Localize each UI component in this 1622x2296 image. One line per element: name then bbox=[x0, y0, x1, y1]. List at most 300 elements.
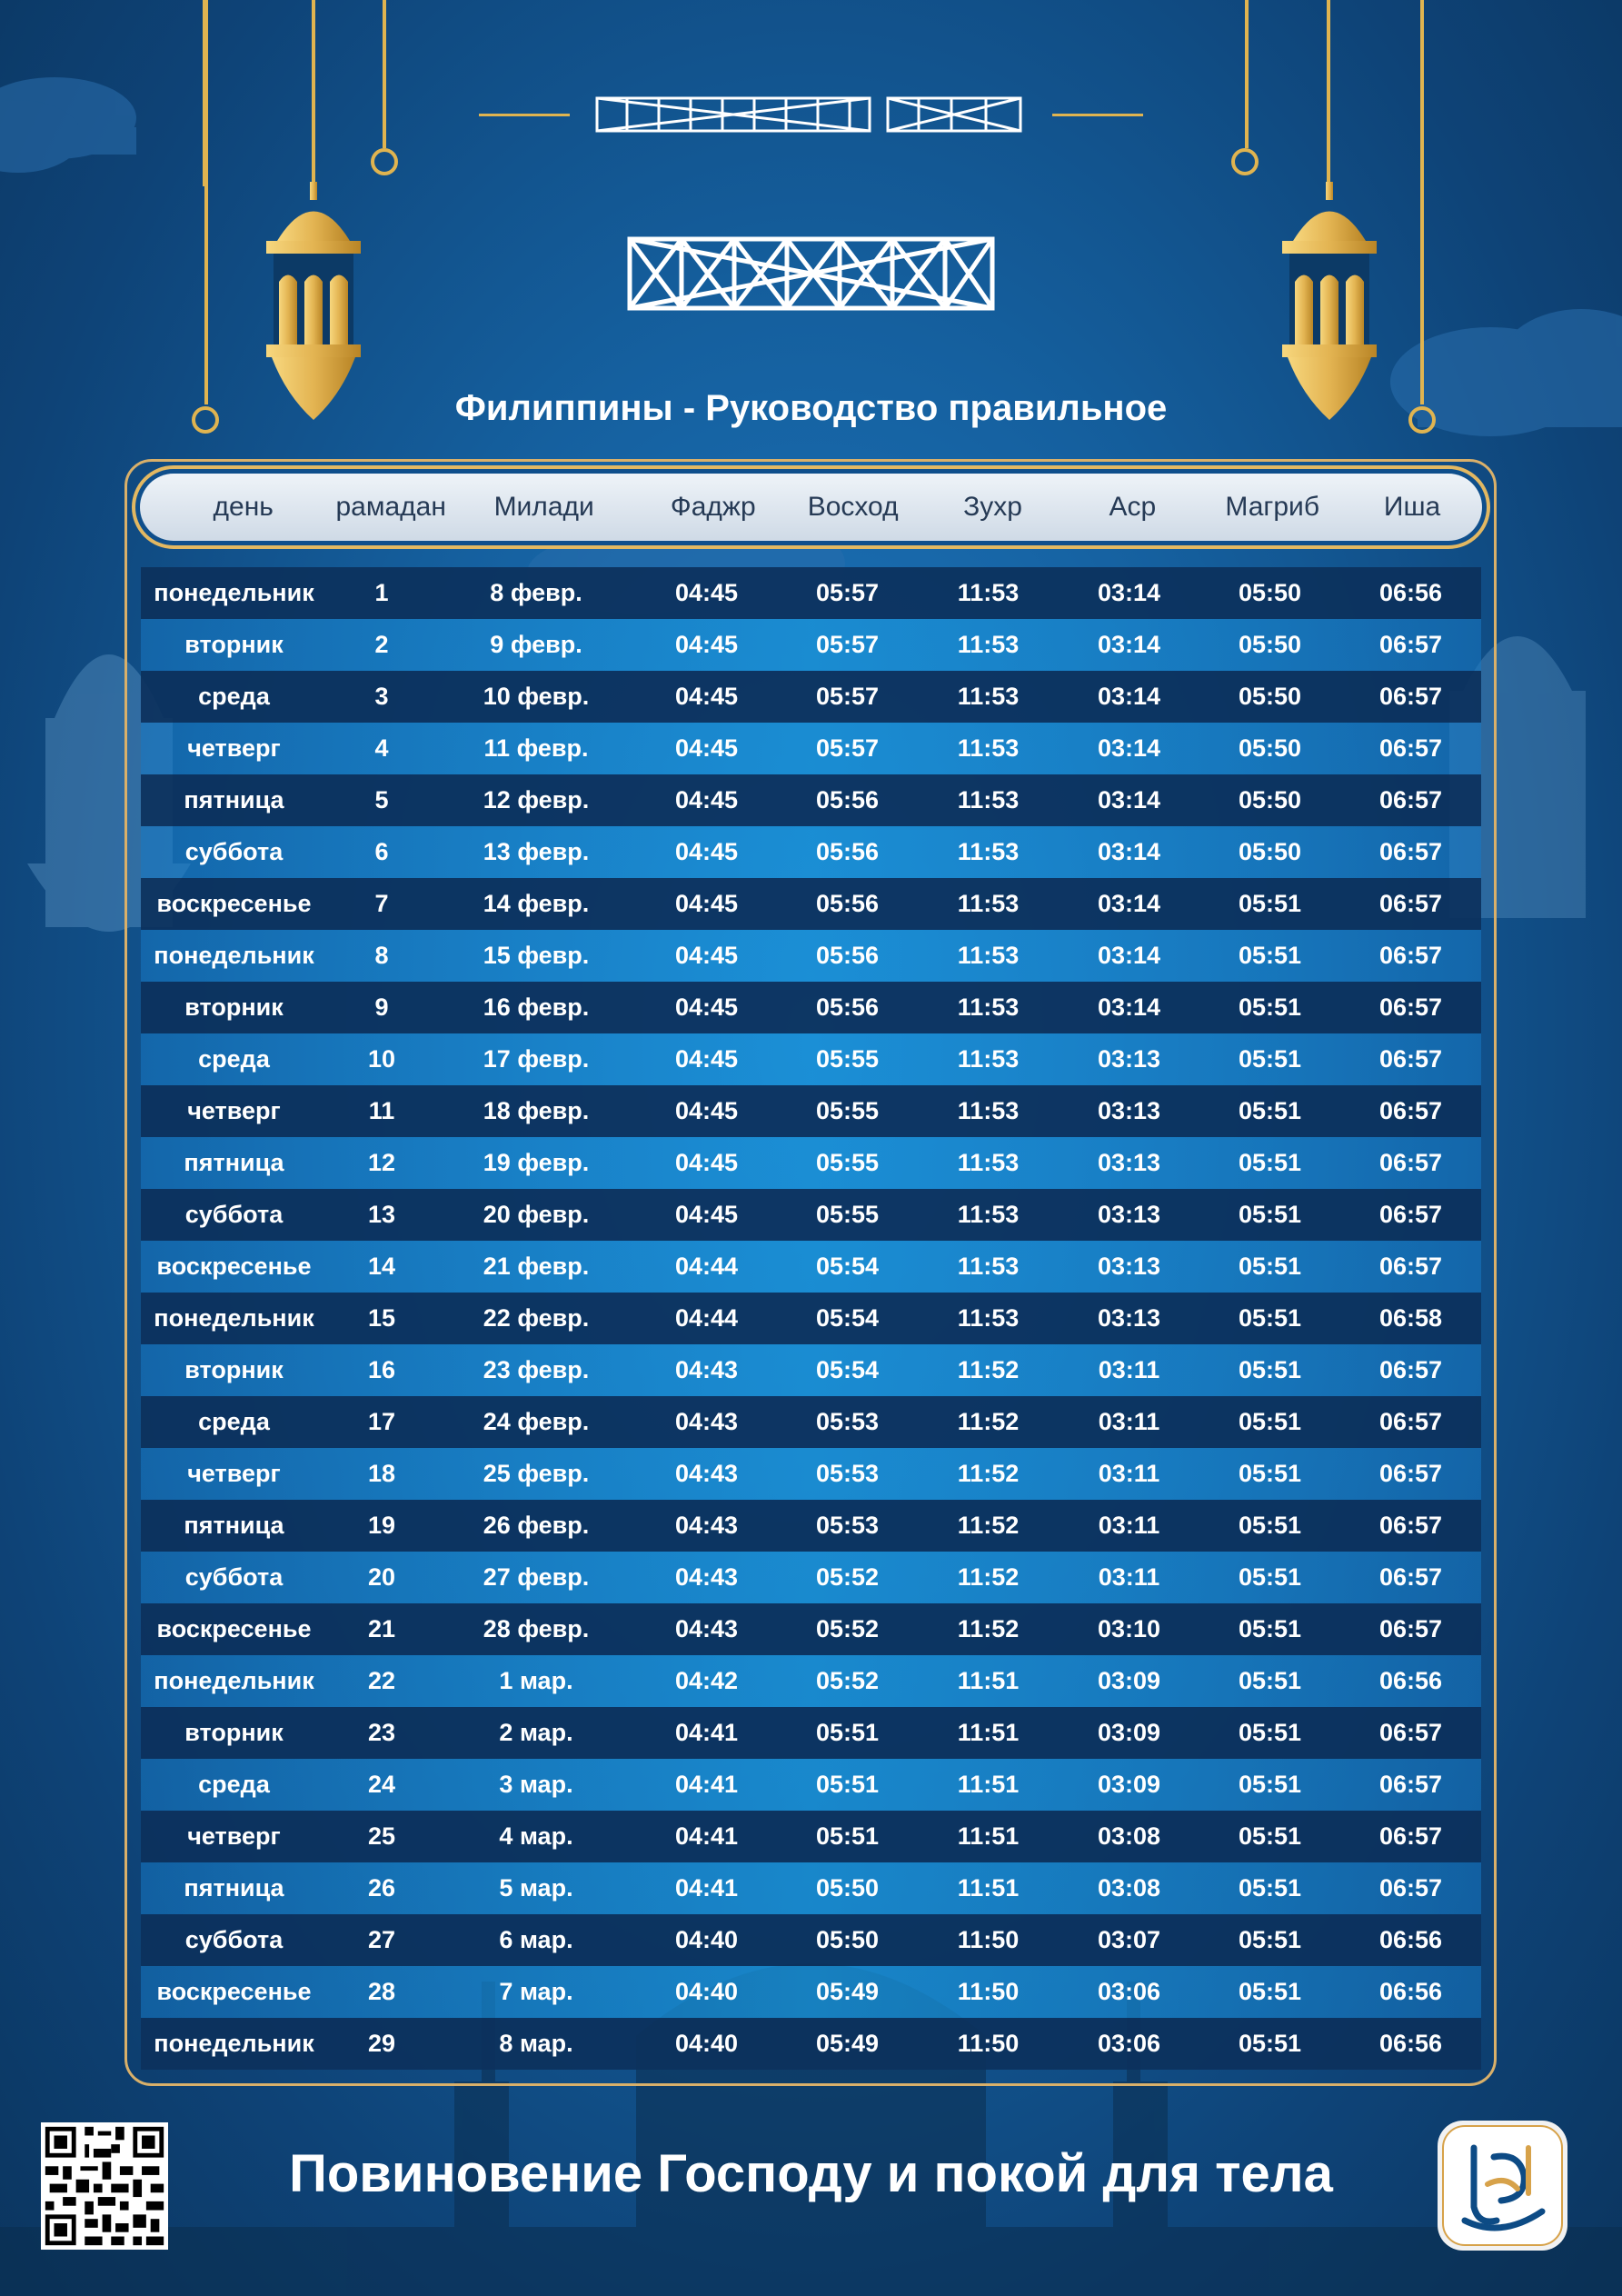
cell-day: четверг bbox=[187, 734, 281, 762]
cell-asr: 03:10 bbox=[1097, 1615, 1161, 1642]
header-miladi: Милади bbox=[493, 492, 594, 522]
cell-asr: 03:13 bbox=[1097, 1253, 1161, 1280]
cell-dhuhr: 11:53 bbox=[957, 579, 1020, 606]
cell-fajr: 04:40 bbox=[674, 1926, 739, 1953]
cell-miladi: 20 февр. bbox=[483, 1201, 590, 1228]
table-row bbox=[141, 1811, 1481, 1862]
cell-fajr: 04:40 bbox=[674, 1978, 739, 2005]
cell-asr: 03:11 bbox=[1098, 1512, 1160, 1539]
cell-sunrise: 05:55 bbox=[815, 1045, 880, 1073]
cell-miladi: 8 февр. bbox=[490, 579, 582, 606]
cell-dhuhr: 11:50 bbox=[957, 1978, 1020, 2005]
cell-sunrise: 05:56 bbox=[815, 890, 880, 917]
cell-dhuhr: 11:53 bbox=[957, 1253, 1020, 1280]
cell-dhuhr: 11:52 bbox=[957, 1512, 1020, 1539]
table-row bbox=[141, 1448, 1481, 1500]
cell-sunrise: 05:56 bbox=[815, 993, 880, 1021]
cell-fajr: 04:45 bbox=[674, 579, 739, 606]
cell-dhuhr: 11:52 bbox=[957, 1460, 1020, 1487]
cell-miladi: 19 февр. bbox=[483, 1149, 590, 1176]
prayer-times-table bbox=[141, 567, 1481, 2070]
cell-ramadan: 11 bbox=[368, 1097, 395, 1124]
cell-dhuhr: 11:52 bbox=[957, 1356, 1020, 1383]
table-row bbox=[141, 1655, 1481, 1707]
cell-maghrib: 05:51 bbox=[1238, 1304, 1302, 1332]
cell-asr: 03:09 bbox=[1097, 1719, 1161, 1746]
cell-day: суббота bbox=[184, 1563, 284, 1591]
table-row bbox=[141, 1914, 1481, 1966]
title-rule-left bbox=[479, 114, 570, 116]
cell-isha: 06:57 bbox=[1378, 1460, 1443, 1487]
cell-miladi: 17 февр. bbox=[483, 1045, 590, 1073]
cell-miladi: 11 февр. bbox=[483, 734, 589, 762]
cell-day: понедельник bbox=[154, 2030, 314, 2057]
cell-fajr: 04:45 bbox=[674, 1097, 739, 1124]
cell-dhuhr: 11:53 bbox=[957, 1097, 1020, 1124]
title-rule-right bbox=[1052, 114, 1143, 116]
table-row bbox=[141, 930, 1481, 982]
cell-fajr: 04:45 bbox=[674, 683, 739, 710]
cell-sunrise: 05:51 bbox=[815, 1719, 880, 1746]
cell-dhuhr: 11:53 bbox=[957, 631, 1020, 658]
header-maghrib: Магриб bbox=[1225, 492, 1320, 522]
cell-ramadan: 17 bbox=[367, 1408, 396, 1435]
cell-day: суббота bbox=[184, 1926, 284, 1953]
cell-isha: 06:57 bbox=[1378, 1356, 1443, 1383]
cell-fajr: 04:45 bbox=[674, 786, 739, 814]
cell-dhuhr: 11:53 bbox=[957, 993, 1020, 1021]
cell-day: пятница bbox=[184, 1149, 284, 1176]
cell-fajr: 04:41 bbox=[674, 1771, 739, 1798]
cell-isha: 06:57 bbox=[1378, 942, 1443, 969]
cell-miladi: 4 мар. bbox=[499, 1822, 573, 1850]
cell-maghrib: 05:51 bbox=[1238, 993, 1302, 1021]
cell-fajr: 04:43 bbox=[674, 1615, 739, 1642]
cell-dhuhr: 11:53 bbox=[957, 838, 1020, 865]
cell-day: понедельник bbox=[154, 1667, 314, 1694]
cell-asr: 03:14 bbox=[1097, 942, 1161, 969]
cell-dhuhr: 11:51 bbox=[957, 1874, 1020, 1902]
cell-miladi: 27 февр. bbox=[483, 1563, 590, 1591]
cell-maghrib: 05:51 bbox=[1238, 1460, 1302, 1487]
cell-dhuhr: 11:50 bbox=[957, 1926, 1020, 1953]
cell-sunrise: 05:56 bbox=[815, 786, 880, 814]
cell-isha: 06:57 bbox=[1378, 1408, 1443, 1435]
cell-maghrib: 05:51 bbox=[1238, 942, 1302, 969]
cell-day: среда bbox=[198, 683, 270, 710]
cell-dhuhr: 11:51 bbox=[957, 1822, 1020, 1850]
cell-sunrise: 05:52 bbox=[815, 1667, 880, 1694]
cell-isha: 06:57 bbox=[1378, 786, 1443, 814]
cell-day: четверг bbox=[187, 1460, 281, 1487]
cell-miladi: 21 февр. bbox=[483, 1253, 590, 1280]
main-title-glyphs bbox=[627, 236, 995, 311]
cell-asr: 03:06 bbox=[1097, 2030, 1161, 2057]
table-row bbox=[141, 1603, 1481, 1655]
cell-sunrise: 05:54 bbox=[815, 1356, 880, 1383]
cell-dhuhr: 11:51 bbox=[957, 1719, 1020, 1746]
cell-day: пятница bbox=[184, 786, 284, 814]
cell-maghrib: 05:50 bbox=[1238, 786, 1302, 814]
cell-ramadan: 13 bbox=[367, 1201, 396, 1228]
cell-isha: 06:57 bbox=[1378, 1771, 1443, 1798]
cell-isha: 06:57 bbox=[1378, 993, 1443, 1021]
cell-dhuhr: 11:52 bbox=[957, 1615, 1020, 1642]
cell-sunrise: 05:56 bbox=[815, 942, 880, 969]
cell-sunrise: 05:53 bbox=[815, 1408, 880, 1435]
cell-ramadan: 23 bbox=[367, 1719, 396, 1746]
cell-sunrise: 05:53 bbox=[815, 1460, 880, 1487]
header-fajr: Фаджр bbox=[670, 492, 756, 522]
header-day: день bbox=[213, 492, 274, 522]
cell-asr: 03:09 bbox=[1097, 1771, 1161, 1798]
table-row bbox=[141, 1344, 1481, 1396]
cell-maghrib: 05:50 bbox=[1238, 683, 1302, 710]
cell-ramadan: 27 bbox=[367, 1926, 396, 1953]
table-row bbox=[141, 1396, 1481, 1448]
cell-miladi: 13 февр. bbox=[483, 838, 590, 865]
table-row bbox=[141, 1500, 1481, 1552]
cell-maghrib: 05:51 bbox=[1238, 1356, 1302, 1383]
cell-isha: 06:57 bbox=[1378, 631, 1443, 658]
cell-sunrise: 05:57 bbox=[815, 631, 880, 658]
cell-dhuhr: 11:53 bbox=[957, 1201, 1020, 1228]
table-row bbox=[141, 826, 1481, 878]
cell-dhuhr: 11:52 bbox=[957, 1408, 1020, 1435]
cell-day: воскресенье bbox=[156, 1978, 312, 2005]
cell-isha: 06:57 bbox=[1378, 1615, 1443, 1642]
cell-ramadan: 5 bbox=[374, 786, 389, 814]
cell-ramadan: 3 bbox=[374, 683, 389, 710]
cell-isha: 06:57 bbox=[1378, 890, 1443, 917]
cell-maghrib: 05:51 bbox=[1238, 1874, 1302, 1902]
header-dhuhr: Зухр bbox=[963, 492, 1022, 522]
cell-sunrise: 05:52 bbox=[815, 1563, 880, 1591]
cell-ramadan: 2 bbox=[374, 631, 389, 658]
cell-asr: 03:13 bbox=[1097, 1201, 1161, 1228]
cell-day: четверг bbox=[187, 1097, 281, 1124]
cell-ramadan: 26 bbox=[367, 1874, 396, 1902]
cell-asr: 03:14 bbox=[1097, 579, 1161, 606]
cell-isha: 06:57 bbox=[1378, 1149, 1443, 1176]
cell-fajr: 04:41 bbox=[674, 1822, 739, 1850]
cell-sunrise: 05:57 bbox=[815, 579, 880, 606]
cell-maghrib: 05:50 bbox=[1238, 579, 1302, 606]
cell-miladi: 24 февр. bbox=[483, 1408, 590, 1435]
cell-isha: 06:56 bbox=[1378, 1667, 1443, 1694]
cell-dhuhr: 11:51 bbox=[957, 1667, 1020, 1694]
cell-maghrib: 05:50 bbox=[1238, 734, 1302, 762]
qr-code-icon bbox=[41, 2122, 168, 2250]
cell-isha: 06:57 bbox=[1378, 1512, 1443, 1539]
cell-day: вторник bbox=[184, 631, 284, 658]
cell-maghrib: 05:50 bbox=[1238, 631, 1302, 658]
cell-miladi: 3 мар. bbox=[499, 1771, 573, 1798]
cell-maghrib: 05:51 bbox=[1238, 1615, 1302, 1642]
cell-ramadan: 7 bbox=[374, 890, 389, 917]
table-row bbox=[141, 1862, 1481, 1914]
cell-miladi: 14 февр. bbox=[483, 890, 590, 917]
cell-day: пятница bbox=[184, 1512, 284, 1539]
cell-sunrise: 05:57 bbox=[815, 734, 880, 762]
cell-miladi: 18 февр. bbox=[483, 1097, 590, 1124]
cell-ramadan: 25 bbox=[367, 1822, 396, 1850]
cell-fajr: 04:41 bbox=[674, 1719, 739, 1746]
cell-maghrib: 05:51 bbox=[1238, 1719, 1302, 1746]
cell-sunrise: 05:56 bbox=[815, 838, 880, 865]
cell-miladi: 23 февр. bbox=[483, 1356, 590, 1383]
cell-asr: 03:13 bbox=[1097, 1097, 1161, 1124]
cell-ramadan: 28 bbox=[367, 1978, 396, 2005]
cell-ramadan: 16 bbox=[367, 1356, 396, 1383]
table-row bbox=[141, 671, 1481, 723]
cell-fajr: 04:40 bbox=[674, 2030, 739, 2057]
header-asr: Аср bbox=[1109, 492, 1157, 522]
cell-asr: 03:09 bbox=[1097, 1667, 1161, 1694]
cell-isha: 06:57 bbox=[1378, 1719, 1443, 1746]
cell-isha: 06:56 bbox=[1378, 579, 1443, 606]
cell-isha: 06:57 bbox=[1378, 1253, 1443, 1280]
cell-sunrise: 05:50 bbox=[815, 1926, 880, 1953]
cell-maghrib: 05:51 bbox=[1238, 1563, 1302, 1591]
table-row bbox=[141, 619, 1481, 671]
cell-fajr: 04:45 bbox=[674, 631, 739, 658]
cell-maghrib: 05:51 bbox=[1238, 890, 1302, 917]
table-row bbox=[141, 1241, 1481, 1293]
cell-asr: 03:08 bbox=[1097, 1822, 1161, 1850]
cell-miladi: 2 мар. bbox=[499, 1719, 573, 1746]
cell-dhuhr: 11:53 bbox=[957, 942, 1020, 969]
cell-miladi: 7 мар. bbox=[499, 1978, 573, 2005]
cell-sunrise: 05:51 bbox=[815, 1771, 880, 1798]
cell-ramadan: 1 bbox=[374, 579, 389, 606]
cell-miladi: 15 февр. bbox=[483, 942, 590, 969]
cell-isha: 06:56 bbox=[1378, 1926, 1443, 1953]
cell-isha: 06:56 bbox=[1378, 1978, 1443, 2005]
cell-day: воскресенье bbox=[156, 1253, 312, 1280]
cell-asr: 03:11 bbox=[1098, 1563, 1160, 1591]
cell-asr: 03:11 bbox=[1098, 1460, 1160, 1487]
cell-day: воскресенье bbox=[156, 1615, 312, 1642]
header-sunrise: Восход bbox=[807, 492, 899, 522]
cell-day: вторник bbox=[184, 993, 284, 1021]
cell-maghrib: 05:51 bbox=[1238, 1201, 1302, 1228]
table-row bbox=[141, 723, 1481, 774]
cell-fajr: 04:45 bbox=[674, 838, 739, 865]
cell-day: среда bbox=[198, 1771, 270, 1798]
cell-fajr: 04:43 bbox=[674, 1460, 739, 1487]
cell-dhuhr: 11:53 bbox=[957, 1045, 1020, 1073]
table-row bbox=[141, 1137, 1481, 1189]
cell-miladi: 22 февр. bbox=[483, 1304, 590, 1332]
table-row bbox=[141, 1033, 1481, 1085]
table-row bbox=[141, 1759, 1481, 1811]
header-ramadan: рамадан bbox=[335, 492, 446, 522]
cell-asr: 03:14 bbox=[1097, 993, 1161, 1021]
cell-dhuhr: 11:51 bbox=[957, 1771, 1020, 1798]
cell-dhuhr: 11:53 bbox=[957, 890, 1020, 917]
table-row bbox=[141, 567, 1481, 619]
table-row bbox=[141, 878, 1481, 930]
cell-miladi: 6 мар. bbox=[499, 1926, 573, 1953]
cell-maghrib: 05:51 bbox=[1238, 1097, 1302, 1124]
cell-fajr: 04:43 bbox=[674, 1356, 739, 1383]
cell-sunrise: 05:54 bbox=[815, 1304, 880, 1332]
cell-sunrise: 05:51 bbox=[815, 1822, 880, 1850]
cell-sunrise: 05:49 bbox=[815, 2030, 880, 2057]
cell-miladi: 16 февр. bbox=[483, 993, 590, 1021]
table-row bbox=[141, 1552, 1481, 1603]
cell-asr: 03:14 bbox=[1097, 786, 1161, 814]
cell-isha: 06:57 bbox=[1378, 1563, 1443, 1591]
cell-ramadan: 14 bbox=[367, 1253, 396, 1280]
cell-ramadan: 6 bbox=[374, 838, 389, 865]
cell-maghrib: 05:51 bbox=[1238, 1149, 1302, 1176]
table-header bbox=[132, 465, 1490, 549]
top-title-glyphs bbox=[595, 95, 1022, 135]
cell-miladi: 1 мар. bbox=[499, 1667, 573, 1694]
lantern-left-icon bbox=[259, 182, 368, 423]
cell-asr: 03:14 bbox=[1097, 734, 1161, 762]
table-header-inner bbox=[140, 474, 1482, 541]
cell-ramadan: 8 bbox=[374, 942, 389, 969]
cell-miladi: 26 февр. bbox=[483, 1512, 590, 1539]
cell-dhuhr: 11:53 bbox=[957, 1304, 1020, 1332]
footer-slogan: Повиновение Господу и покой для тела bbox=[289, 2144, 1333, 2203]
cell-fajr: 04:45 bbox=[674, 942, 739, 969]
cell-sunrise: 05:55 bbox=[815, 1097, 880, 1124]
cell-day: среда bbox=[198, 1045, 270, 1073]
cell-asr: 03:14 bbox=[1097, 683, 1161, 710]
cell-isha: 06:57 bbox=[1378, 838, 1443, 865]
cell-fajr: 04:44 bbox=[674, 1253, 739, 1280]
cell-dhuhr: 11:53 bbox=[957, 1149, 1020, 1176]
cell-day: среда bbox=[198, 1408, 270, 1435]
cell-asr: 03:13 bbox=[1097, 1304, 1161, 1332]
cell-maghrib: 05:51 bbox=[1238, 1512, 1302, 1539]
table-row bbox=[141, 2018, 1481, 2070]
cell-miladi: 8 мар. bbox=[499, 2030, 573, 2057]
cell-isha: 06:57 bbox=[1378, 683, 1443, 710]
cell-sunrise: 05:50 bbox=[815, 1874, 880, 1902]
cell-ramadan: 4 bbox=[374, 734, 389, 762]
cell-fajr: 04:45 bbox=[674, 734, 739, 762]
cell-asr: 03:14 bbox=[1097, 631, 1161, 658]
brand-logo-icon bbox=[1438, 2121, 1567, 2251]
cell-isha: 06:57 bbox=[1378, 734, 1443, 762]
cell-ramadan: 19 bbox=[367, 1512, 396, 1539]
cell-maghrib: 05:51 bbox=[1238, 1253, 1302, 1280]
cell-miladi: 5 мар. bbox=[499, 1874, 573, 1902]
cell-isha: 06:57 bbox=[1378, 1822, 1443, 1850]
header-isha: Иша bbox=[1383, 492, 1441, 522]
cell-dhuhr: 11:53 bbox=[957, 786, 1020, 814]
cell-fajr: 04:43 bbox=[674, 1563, 739, 1591]
cell-asr: 03:13 bbox=[1097, 1149, 1161, 1176]
cell-sunrise: 05:49 bbox=[815, 1978, 880, 2005]
cell-dhuhr: 11:53 bbox=[957, 683, 1020, 710]
cell-asr: 03:08 bbox=[1097, 1874, 1161, 1902]
cell-ramadan: 15 bbox=[367, 1304, 396, 1332]
cell-fajr: 04:45 bbox=[674, 993, 739, 1021]
cell-ramadan: 10 bbox=[367, 1045, 396, 1073]
cell-maghrib: 05:51 bbox=[1238, 1667, 1302, 1694]
cell-fajr: 04:45 bbox=[674, 890, 739, 917]
table-row bbox=[141, 982, 1481, 1033]
table-row bbox=[141, 1189, 1481, 1241]
cell-maghrib: 05:51 bbox=[1238, 1408, 1302, 1435]
table-row bbox=[141, 1085, 1481, 1137]
cell-isha: 06:57 bbox=[1378, 1201, 1443, 1228]
cell-fajr: 04:45 bbox=[674, 1045, 739, 1073]
cell-asr: 03:11 bbox=[1098, 1356, 1160, 1383]
cell-asr: 03:06 bbox=[1097, 1978, 1161, 2005]
cell-isha: 06:58 bbox=[1378, 1304, 1443, 1332]
cell-day: понедельник bbox=[154, 1304, 314, 1332]
cell-maghrib: 05:51 bbox=[1238, 1771, 1302, 1798]
table-row bbox=[141, 774, 1481, 826]
cell-ramadan: 9 bbox=[374, 993, 389, 1021]
cell-ramadan: 12 bbox=[367, 1149, 396, 1176]
cell-ramadan: 21 bbox=[367, 1615, 396, 1642]
cell-fajr: 04:42 bbox=[674, 1667, 739, 1694]
cell-sunrise: 05:54 bbox=[815, 1253, 880, 1280]
table-row bbox=[141, 1966, 1481, 2018]
cell-ramadan: 22 bbox=[367, 1667, 396, 1694]
cell-dhuhr: 11:53 bbox=[957, 734, 1020, 762]
cell-miladi: 9 февр. bbox=[490, 631, 582, 658]
cell-isha: 06:57 bbox=[1378, 1097, 1443, 1124]
cell-dhuhr: 11:50 bbox=[957, 2030, 1020, 2057]
table-row bbox=[141, 1293, 1481, 1344]
cell-fajr: 04:43 bbox=[674, 1512, 739, 1539]
page-subtitle: Филиппины - Руководство правильное bbox=[454, 388, 1168, 428]
cell-asr: 03:14 bbox=[1097, 890, 1161, 917]
cell-sunrise: 05:52 bbox=[815, 1615, 880, 1642]
cell-isha: 06:57 bbox=[1378, 1874, 1443, 1902]
cell-day: воскресенье bbox=[156, 890, 312, 917]
cell-maghrib: 05:51 bbox=[1238, 1822, 1302, 1850]
cell-miladi: 12 февр. bbox=[483, 786, 590, 814]
cell-fajr: 04:45 bbox=[674, 1149, 739, 1176]
cell-asr: 03:13 bbox=[1097, 1045, 1161, 1073]
cell-maghrib: 05:51 bbox=[1238, 1978, 1302, 2005]
cell-fajr: 04:45 bbox=[674, 1201, 739, 1228]
cell-day: суббота bbox=[184, 1201, 284, 1228]
cell-ramadan: 24 bbox=[367, 1771, 396, 1798]
cell-day: четверг bbox=[187, 1822, 281, 1850]
cell-day: понедельник bbox=[154, 579, 314, 606]
cell-sunrise: 05:57 bbox=[815, 683, 880, 710]
cell-maghrib: 05:51 bbox=[1238, 1926, 1302, 1953]
cell-maghrib: 05:51 bbox=[1238, 1045, 1302, 1073]
cell-dhuhr: 11:52 bbox=[957, 1563, 1020, 1591]
cell-isha: 06:56 bbox=[1378, 2030, 1443, 2057]
cell-day: вторник bbox=[184, 1356, 284, 1383]
cell-maghrib: 05:51 bbox=[1238, 2030, 1302, 2057]
cell-isha: 06:57 bbox=[1378, 1045, 1443, 1073]
cell-miladi: 28 февр. bbox=[483, 1615, 590, 1642]
cell-sunrise: 05:55 bbox=[815, 1149, 880, 1176]
cell-asr: 03:14 bbox=[1097, 838, 1161, 865]
cell-ramadan: 29 bbox=[367, 2030, 396, 2057]
cell-miladi: 10 февр. bbox=[483, 683, 590, 710]
cell-sunrise: 05:55 bbox=[815, 1201, 880, 1228]
cell-fajr: 04:44 bbox=[674, 1304, 739, 1332]
cell-ramadan: 18 bbox=[367, 1460, 396, 1487]
cell-asr: 03:11 bbox=[1098, 1408, 1160, 1435]
lantern-right-icon bbox=[1275, 182, 1384, 423]
